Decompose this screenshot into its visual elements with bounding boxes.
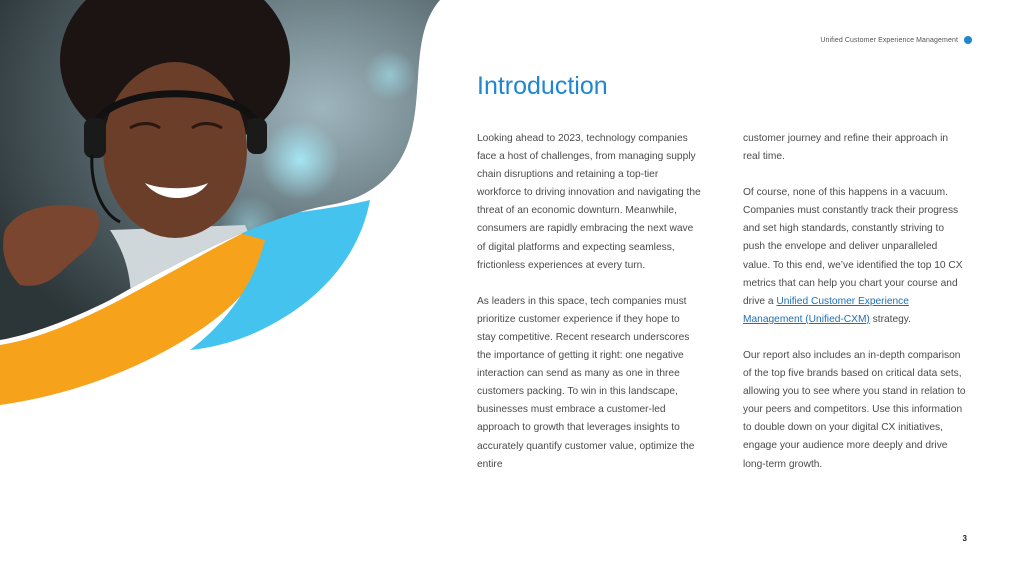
right-column [743, 130, 967, 492]
blue-dot-icon [964, 36, 972, 44]
paragraph: Looking ahead to 2023, technology companies face a host of challenges, from managing supply chain disruptions and retaining a top-tier workforce to driving innovation and navigating the threat of an economic downturn. Meanwhile, consumers are rapidly embracing the next wave of digital platforms and expecting seamless, frictionless experiences at every turn. [477, 133, 701, 271]
paragraph [743, 184, 967, 329]
running-header [820, 36, 972, 44]
paragraph-text: strategy. [869, 313, 911, 325]
paragraph: Our report also includes an in-depth comparison of the top five brands based on critical data sets, allowing you to see where you stand in relation to your peers and competitors. Use this information to double down on your digital CX initiatives, engage your audience more deeply and drive long-term growth. [743, 349, 966, 470]
unified-cxm-link[interactable]: Unified Customer Experience Management (Unified-CXM) [743, 295, 909, 325]
paragraph: As leaders in this space, tech companies must prioritize customer experience if they hope to stay competitive. Recent research underscores the importance of getting it right: one negative interaction can send as many as one in three customers packing. To win in this landscape, businesses must embrace a customer-led approach to growth that leverages insights to accurately quantify customer value, optimize the entire [477, 295, 695, 470]
left-column [477, 130, 701, 492]
page-title: Introduction [477, 72, 608, 100]
page-number: 3 [962, 534, 967, 543]
hero-photo [0, 0, 460, 440]
paragraph: customer journey and refine their approach in real time. [743, 133, 948, 163]
running-header-label: Unified Customer Experience Management [820, 36, 958, 44]
paragraph-text: Of course, none of this happens in a vacuum. Companies must constantly track their progress and set high standards, constantly striving to push the envelope and deliver unparalleled value. To this end, we’ve identified the top 10 CX metrics that can help you chart your course and drive a [743, 187, 963, 307]
